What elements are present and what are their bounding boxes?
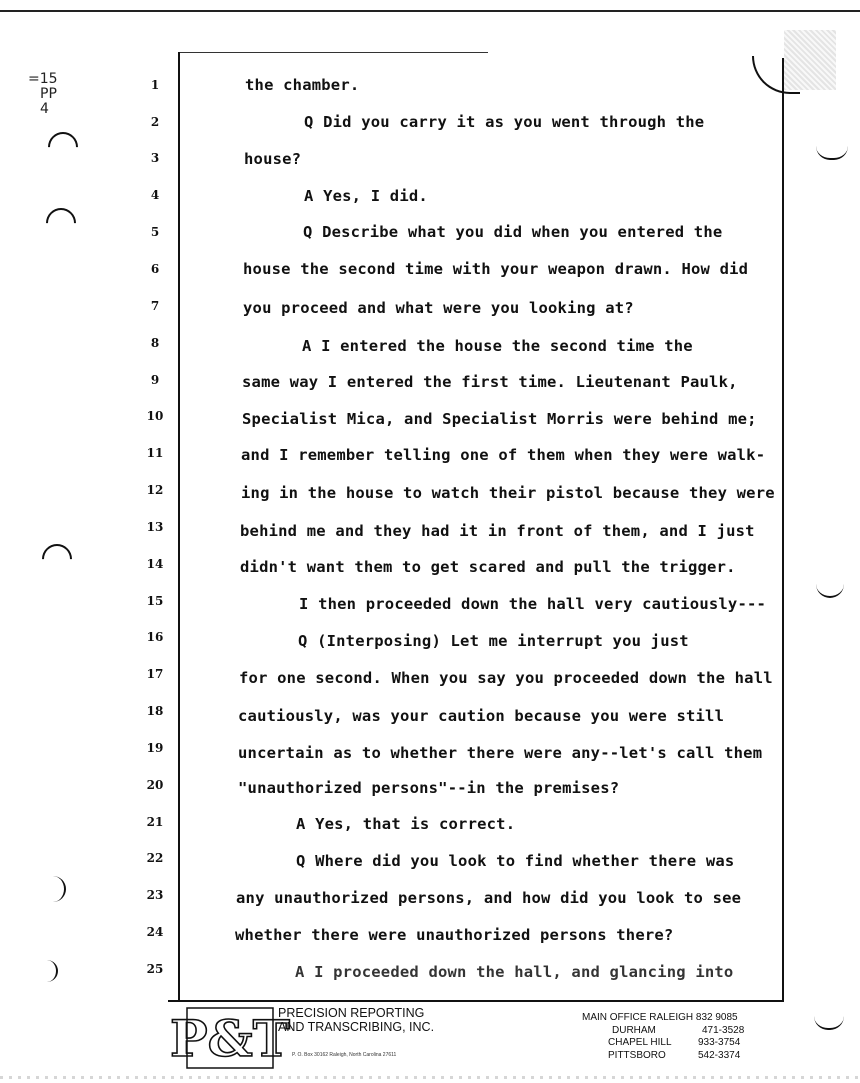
transcript-line: didn't want them to get scared and pull the trigger. bbox=[240, 558, 736, 576]
transcript-line: you proceed and what were you looking at? bbox=[243, 299, 634, 317]
punch-hole-mark bbox=[42, 126, 84, 168]
line-number: 14 bbox=[146, 557, 164, 571]
office-row bbox=[582, 1050, 744, 1063]
transcript-line: A Yes, I did. bbox=[304, 187, 428, 205]
line-number: 22 bbox=[146, 851, 164, 865]
line-number: 8 bbox=[150, 336, 160, 350]
office-city: CHAPEL HILL bbox=[608, 1037, 672, 1048]
main-office-phone: 832 9085 bbox=[695, 1012, 738, 1023]
line-number: 16 bbox=[146, 630, 164, 644]
line-number: 21 bbox=[146, 815, 164, 829]
transcript-line: I then proceeded down the hall very cautiously--- bbox=[299, 595, 767, 613]
firm-address: P. O. Box 30162 Raleigh, North Carolina 27611 bbox=[292, 1052, 397, 1058]
top-edge-line bbox=[0, 10, 860, 12]
line-number: 7 bbox=[150, 299, 160, 313]
transcript-line: Q (Interposing) Let me interrupt you just bbox=[298, 632, 689, 650]
transcript-line: Specialist Mica, and Specialist Morris were behind me; bbox=[242, 410, 757, 428]
margin-note-line-2: PP bbox=[40, 86, 57, 102]
office-phone: 471-3528 bbox=[702, 1024, 745, 1036]
firm-name bbox=[278, 1006, 434, 1034]
line-number: 9 bbox=[150, 373, 160, 387]
line-number: 25 bbox=[146, 962, 164, 976]
transcript-line: house the second time with your weapon drawn. How did bbox=[243, 260, 749, 278]
punch-hole-mark bbox=[40, 202, 82, 244]
transcript-line: same way I entered the first time. Lieutenant Paulk, bbox=[242, 373, 738, 391]
office-directory bbox=[582, 1012, 744, 1062]
frame-right-line bbox=[782, 58, 784, 1002]
transcript-line: ing in the house to watch their pistol because they were bbox=[241, 484, 775, 502]
corner-stroke bbox=[752, 56, 800, 94]
frame-left-line bbox=[178, 52, 180, 1002]
line-number: 1 bbox=[150, 78, 160, 92]
line-number: 4 bbox=[150, 188, 160, 202]
line-number: 19 bbox=[146, 741, 164, 755]
margin-note-line-3: 4 bbox=[40, 101, 49, 117]
line-number: 13 bbox=[146, 520, 164, 534]
punch-hole-mark bbox=[36, 538, 78, 580]
line-number: 11 bbox=[146, 446, 164, 460]
transcript-line: house? bbox=[244, 150, 302, 168]
margin-bracket-mark bbox=[40, 960, 58, 982]
frame-bottom-line bbox=[168, 1000, 784, 1002]
transcript-line: "unauthorized persons"--in the premises? bbox=[238, 779, 620, 797]
transcript-line: Q Did you carry it as you went through the bbox=[304, 113, 705, 131]
line-number: 24 bbox=[146, 925, 164, 939]
margin-bracket-mark bbox=[48, 876, 66, 902]
line-number: 2 bbox=[150, 115, 160, 129]
transcript-line: for one second. When you say you proceeded down the hall bbox=[239, 669, 773, 687]
office-city: PITTSBORO bbox=[608, 1049, 666, 1061]
edge-mark bbox=[816, 146, 848, 160]
transcript-line: A I entered the house the second time the bbox=[302, 337, 693, 355]
edge-mark bbox=[816, 584, 844, 598]
line-number: 17 bbox=[146, 667, 164, 681]
transcript-line: Q Describe what you did when you entered the bbox=[303, 223, 723, 241]
bottom-scan-noise bbox=[0, 1076, 860, 1079]
line-number: 18 bbox=[146, 704, 164, 718]
transcript-line: A Yes, that is correct. bbox=[296, 815, 516, 833]
office-row bbox=[582, 1025, 744, 1038]
transcript-line: and I remember telling one of them when they were walk- bbox=[241, 446, 766, 464]
line-number: 20 bbox=[146, 778, 164, 792]
edge-mark bbox=[814, 1016, 844, 1030]
transcript-line: whether there were unauthorized persons there? bbox=[235, 926, 674, 944]
office-city: DURHAM bbox=[612, 1024, 656, 1036]
office-phone: 542-3374 bbox=[698, 1049, 741, 1061]
line-number: 15 bbox=[146, 594, 164, 608]
transcript-line: cautiously, was your caution because you were still bbox=[238, 707, 725, 725]
office-row bbox=[582, 1037, 744, 1050]
line-number: 23 bbox=[146, 888, 164, 902]
frame-top-line bbox=[178, 52, 488, 53]
main-office-label: MAIN OFFICE RALEIGH bbox=[582, 1012, 694, 1023]
line-number: 6 bbox=[150, 262, 160, 276]
line-number: 5 bbox=[150, 225, 160, 239]
logo-lettering: P&T bbox=[170, 1009, 290, 1068]
transcript-line: any unauthorized persons, and how did you look to see bbox=[236, 889, 742, 907]
transcript-line: uncertain as to whether there were any--let's call them bbox=[238, 744, 763, 762]
firm-name-line-1: PRECISION REPORTING bbox=[278, 1006, 425, 1020]
margin-note bbox=[28, 72, 58, 117]
line-number: 12 bbox=[146, 483, 164, 497]
transcript-line: the chamber. bbox=[245, 76, 360, 94]
line-number: 3 bbox=[150, 151, 160, 165]
transcript-line: behind me and they had it in front of them, and I just bbox=[240, 522, 755, 540]
margin-note-line-1: =15 bbox=[28, 71, 58, 87]
office-phone: 933-3754 bbox=[698, 1037, 741, 1048]
transcript-line: Q Where did you look to find whether there was bbox=[296, 852, 735, 870]
transcript-line: A I proceeded down the hall, and glancing into bbox=[295, 963, 734, 981]
firm-name-line-2: AND TRANSCRIBING, INC. bbox=[278, 1020, 435, 1034]
line-number: 10 bbox=[146, 409, 164, 423]
company-logo bbox=[170, 1006, 290, 1070]
main-office-row bbox=[582, 1012, 744, 1025]
